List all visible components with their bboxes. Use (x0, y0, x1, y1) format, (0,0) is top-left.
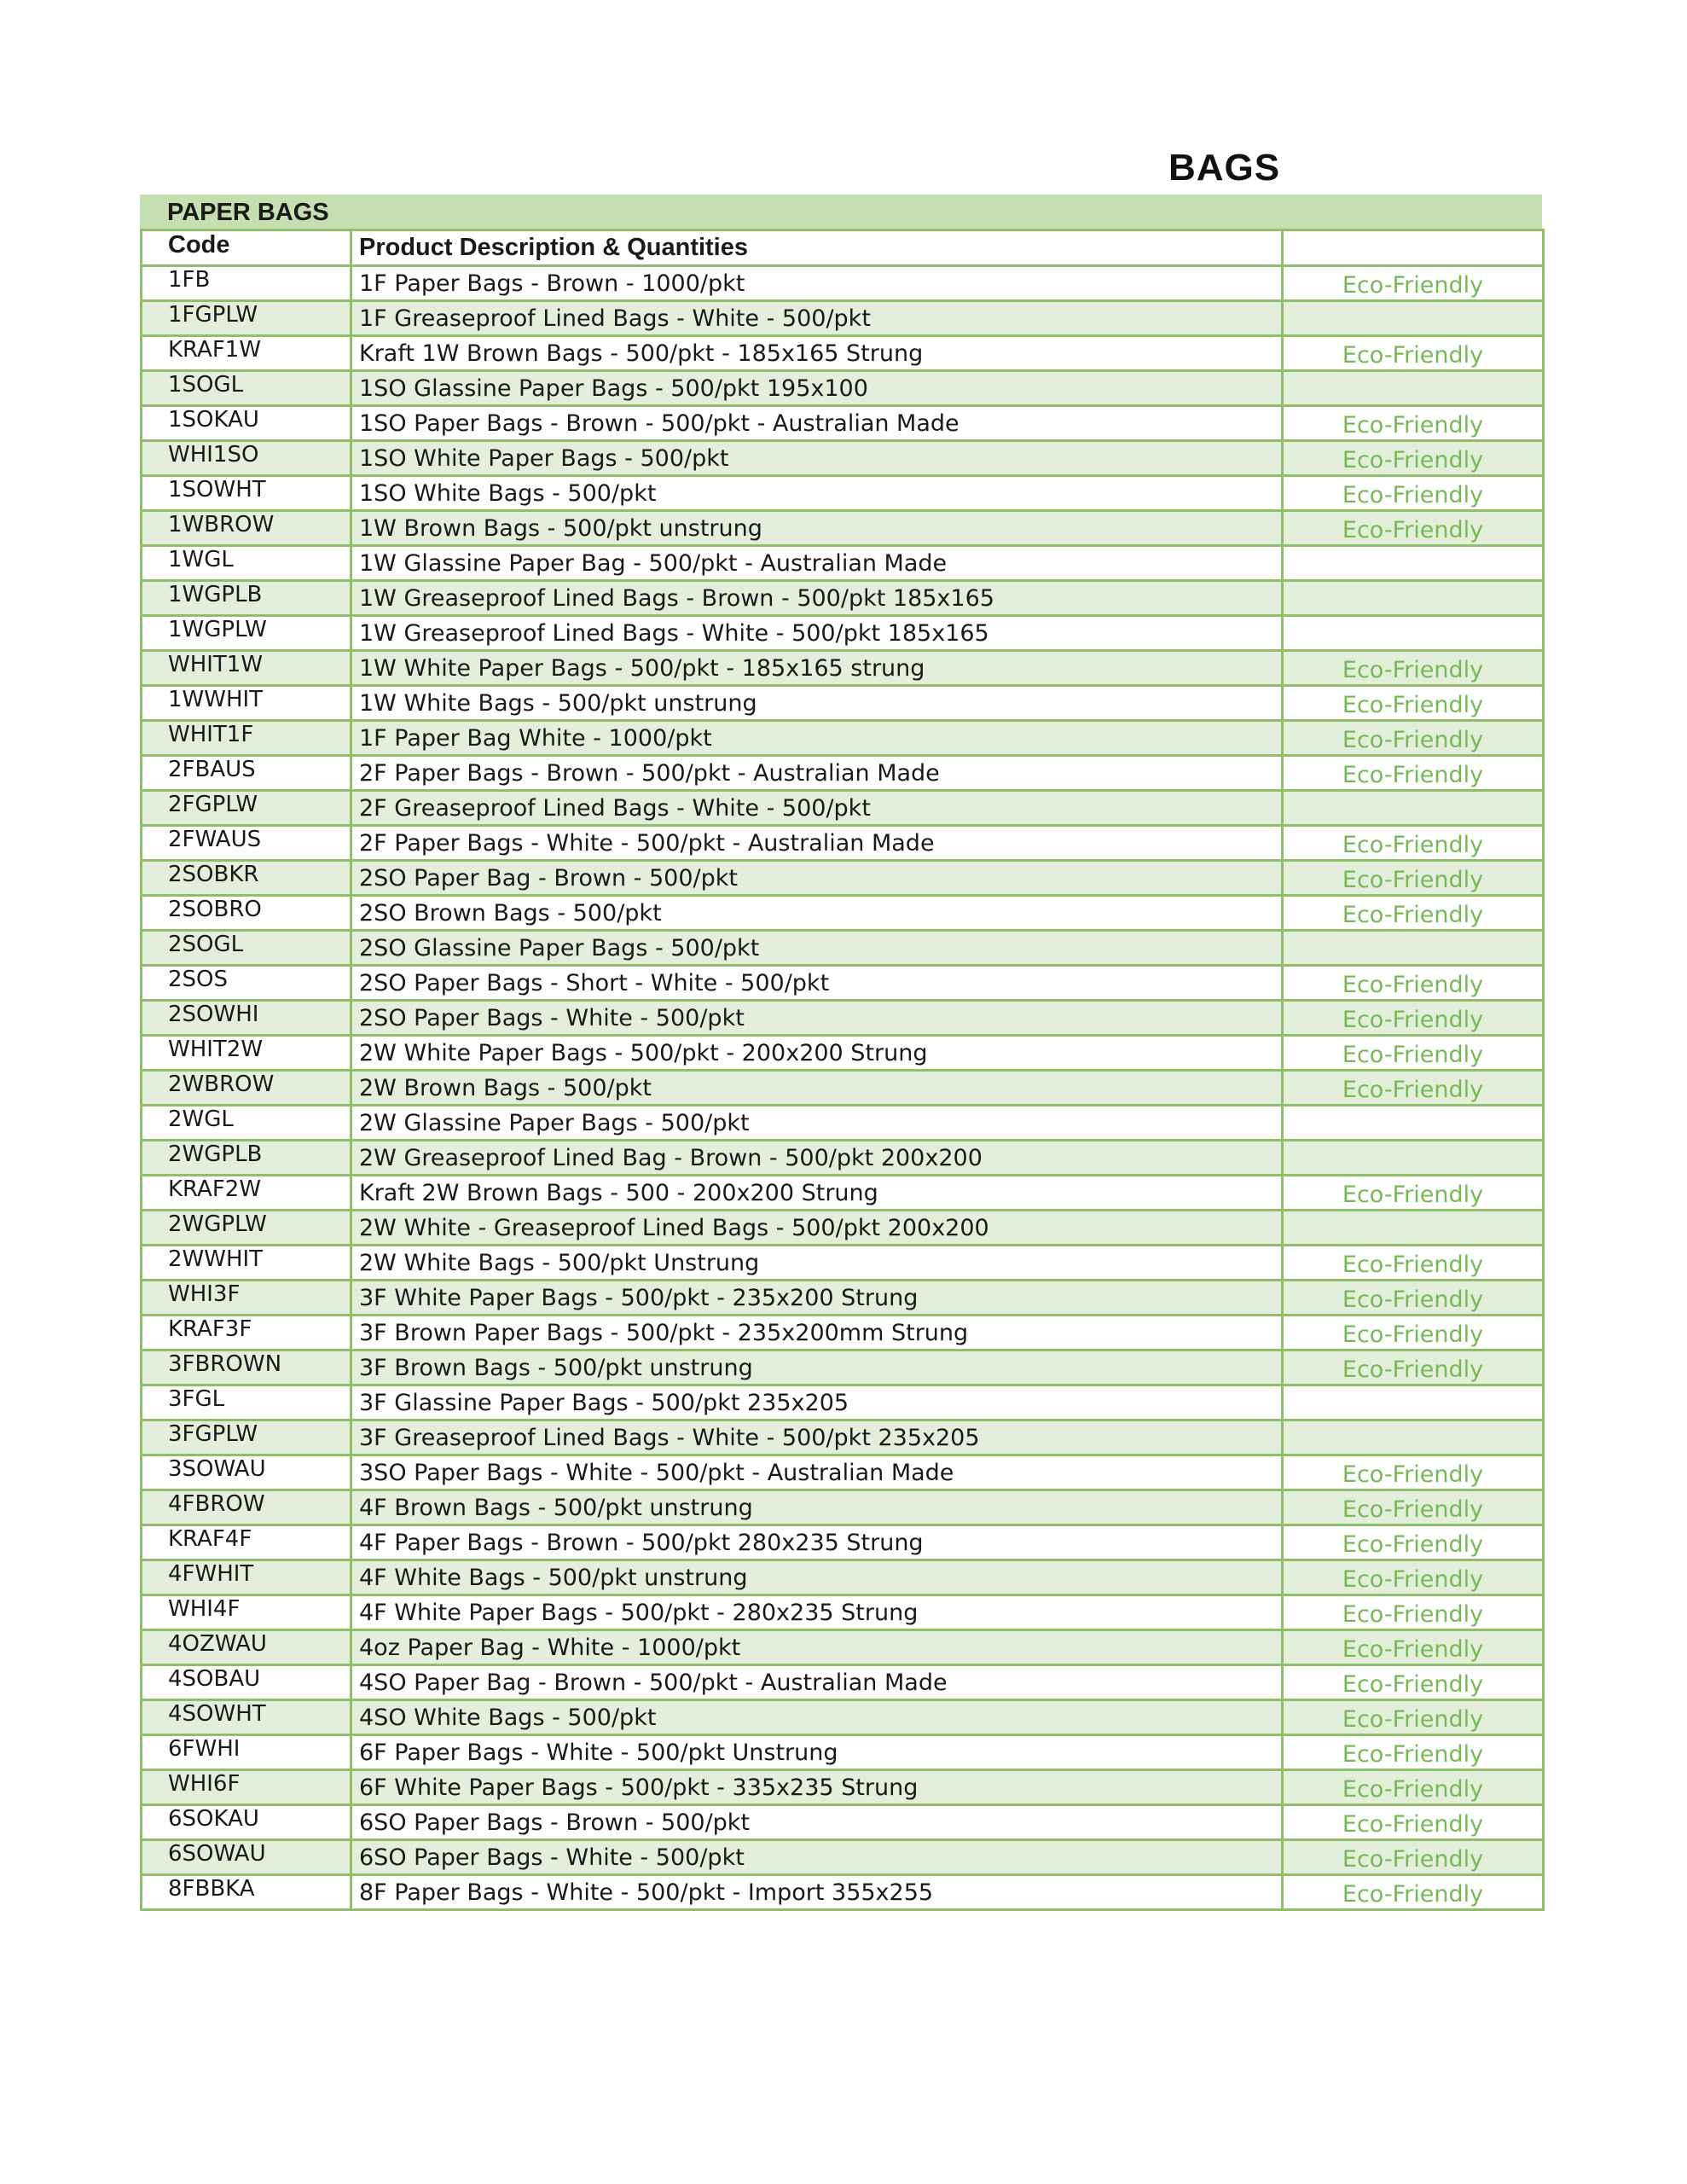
product-code: 2FWAUS (142, 826, 351, 861)
product-code: 3FGPLW (142, 1420, 351, 1455)
table-row (142, 546, 1544, 581)
product-code: 3FBROWN (142, 1350, 351, 1385)
product-code: KRAF2W (142, 1176, 351, 1211)
product-code: 2WGPLW (142, 1211, 351, 1246)
product-description: 4SO White Bags - 500/pkt (351, 1700, 1283, 1735)
table-row (142, 301, 1544, 336)
product-description: 2SO Paper Bags - Short - White - 500/pkt (351, 966, 1283, 1001)
eco-friendly-label: Eco-Friendly (1283, 266, 1544, 301)
product-description: 2F Greaseproof Lined Bags - White - 500/pkt (351, 791, 1283, 826)
product-code: 6SOWAU (142, 1840, 351, 1875)
product-code: 2SOBKR (142, 861, 351, 896)
table-row (142, 1281, 1544, 1316)
eco-friendly-label (1283, 1385, 1544, 1420)
product-code: 1WWHIT (142, 686, 351, 721)
product-description: 1W Greaseproof Lined Bags - Brown - 500/pkt 185x165 (351, 581, 1283, 616)
eco-friendly-label: Eco-Friendly (1283, 1455, 1544, 1490)
eco-friendly-label: Eco-Friendly (1283, 1595, 1544, 1630)
product-description: 2W Brown Bags - 500/pkt (351, 1071, 1283, 1106)
product-description: 8F Paper Bags - White - 500/pkt - Import 355x255 (351, 1875, 1283, 1910)
product-description: 1F Paper Bags - Brown - 1000/pkt (351, 266, 1283, 301)
product-description: 3F Brown Paper Bags - 500/pkt - 235x200mm Strung (351, 1316, 1283, 1350)
product-code: 4FBROW (142, 1490, 351, 1525)
product-description: 1SO Paper Bags - Brown - 500/pkt - Australian Made (351, 406, 1283, 441)
eco-friendly-label (1283, 931, 1544, 966)
table-row (142, 1490, 1544, 1525)
table-row (142, 1141, 1544, 1176)
eco-friendly-label: Eco-Friendly (1283, 1246, 1544, 1281)
eco-friendly-label: Eco-Friendly (1283, 1735, 1544, 1770)
table-row (142, 1805, 1544, 1840)
eco-friendly-label: Eco-Friendly (1283, 721, 1544, 756)
eco-friendly-label (1283, 371, 1544, 406)
eco-friendly-label: Eco-Friendly (1283, 336, 1544, 371)
product-code: 1WBROW (142, 511, 351, 546)
table-row (142, 1176, 1544, 1211)
eco-friendly-label: Eco-Friendly (1283, 1490, 1544, 1525)
eco-friendly-label: Eco-Friendly (1283, 406, 1544, 441)
product-code: 6SOKAU (142, 1805, 351, 1840)
product-code: 8FBBKA (142, 1875, 351, 1910)
product-code: WHI1SO (142, 441, 351, 476)
product-description: 2W Greaseproof Lined Bag - Brown - 500/pkt 200x200 (351, 1141, 1283, 1176)
product-description: 1W White Paper Bags - 500/pkt - 185x165 strung (351, 651, 1283, 686)
product-code: 2WGPLB (142, 1141, 351, 1176)
table-row (142, 1420, 1544, 1455)
table-row (142, 791, 1544, 826)
product-description: 2F Paper Bags - Brown - 500/pkt - Australian Made (351, 756, 1283, 791)
table-row (142, 581, 1544, 616)
product-code: 3SOWAU (142, 1455, 351, 1490)
product-description: 3F White Paper Bags - 500/pkt - 235x200 Strung (351, 1281, 1283, 1316)
product-code: KRAF3F (142, 1316, 351, 1350)
eco-friendly-label (1283, 616, 1544, 651)
eco-friendly-label (1283, 1141, 1544, 1176)
table-row (142, 266, 1544, 301)
product-code: WHIT1F (142, 721, 351, 756)
eco-friendly-label (1283, 1106, 1544, 1141)
table-row (142, 686, 1544, 721)
product-description: 4F Brown Bags - 500/pkt unstrung (351, 1490, 1283, 1525)
eco-friendly-label (1283, 301, 1544, 336)
table-row (142, 1246, 1544, 1281)
product-code: 2WBROW (142, 1071, 351, 1106)
table-row (142, 441, 1544, 476)
product-description: 1W Greaseproof Lined Bags - White - 500/pkt 185x165 (351, 616, 1283, 651)
product-description: Kraft 2W Brown Bags - 500 - 200x200 Strung (351, 1176, 1283, 1211)
eco-friendly-label (1283, 791, 1544, 826)
table-row (142, 511, 1544, 546)
product-code: 1SOKAU (142, 406, 351, 441)
section-title: PAPER BAGS (140, 195, 1542, 229)
product-description: 3F Greaseproof Lined Bags - White - 500/pkt 235x205 (351, 1420, 1283, 1455)
product-description: 4F White Bags - 500/pkt unstrung (351, 1560, 1283, 1595)
table-row (142, 476, 1544, 511)
eco-friendly-label (1283, 546, 1544, 581)
eco-friendly-label: Eco-Friendly (1283, 476, 1544, 511)
table-row (142, 406, 1544, 441)
table-row (142, 1211, 1544, 1246)
table-row (142, 1875, 1544, 1910)
table-row (142, 756, 1544, 791)
table-row (142, 1700, 1544, 1735)
table-row (142, 1455, 1544, 1490)
eco-friendly-label: Eco-Friendly (1283, 1525, 1544, 1560)
product-code: KRAF1W (142, 336, 351, 371)
table-row (142, 616, 1544, 651)
product-code: 2SOWHI (142, 1001, 351, 1036)
eco-friendly-label: Eco-Friendly (1283, 441, 1544, 476)
eco-friendly-label: Eco-Friendly (1283, 1840, 1544, 1875)
eco-friendly-label: Eco-Friendly (1283, 1805, 1544, 1840)
product-description: 4SO Paper Bag - Brown - 500/pkt - Australian Made (351, 1665, 1283, 1700)
eco-friendly-label: Eco-Friendly (1283, 1770, 1544, 1805)
eco-friendly-label: Eco-Friendly (1283, 1071, 1544, 1106)
table-row (142, 721, 1544, 756)
table-row (142, 651, 1544, 686)
eco-friendly-label: Eco-Friendly (1283, 1281, 1544, 1316)
eco-friendly-label: Eco-Friendly (1283, 1001, 1544, 1036)
table-row (142, 1560, 1544, 1595)
product-description: 2F Paper Bags - White - 500/pkt - Australian Made (351, 826, 1283, 861)
table-row (142, 826, 1544, 861)
table-row (142, 1385, 1544, 1420)
product-code: 3FGL (142, 1385, 351, 1420)
product-description: 6F Paper Bags - White - 500/pkt Unstrung (351, 1735, 1283, 1770)
table-row (142, 1525, 1544, 1560)
eco-friendly-label: Eco-Friendly (1283, 1176, 1544, 1211)
table-row (142, 1316, 1544, 1350)
paper-bags-table (140, 195, 1542, 1911)
eco-friendly-label (1283, 581, 1544, 616)
eco-friendly-label: Eco-Friendly (1283, 511, 1544, 546)
product-code: 2SOGL (142, 931, 351, 966)
table-row (142, 371, 1544, 406)
product-description: 1W Brown Bags - 500/pkt unstrung (351, 511, 1283, 546)
column-header-description: Product Description & Quantities (351, 230, 1283, 266)
eco-friendly-label: Eco-Friendly (1283, 756, 1544, 791)
column-header-code: Code (142, 230, 351, 266)
product-description: 2SO Paper Bag - Brown - 500/pkt (351, 861, 1283, 896)
product-description: 6SO Paper Bags - White - 500/pkt (351, 1840, 1283, 1875)
product-description: 1F Greaseproof Lined Bags - White - 500/pkt (351, 301, 1283, 336)
eco-friendly-label (1283, 1211, 1544, 1246)
eco-friendly-label: Eco-Friendly (1283, 1036, 1544, 1071)
product-description: 6SO Paper Bags - Brown - 500/pkt (351, 1805, 1283, 1840)
table-row (142, 1036, 1544, 1071)
product-code: 4FWHIT (142, 1560, 351, 1595)
product-description: 4oz Paper Bag - White - 1000/pkt (351, 1630, 1283, 1665)
table-row (142, 1770, 1544, 1805)
product-description: 2W White - Greaseproof Lined Bags - 500/pkt 200x200 (351, 1211, 1283, 1246)
product-table (140, 229, 1545, 1911)
page-title: BAGS (1168, 147, 1281, 189)
product-description: 4F Paper Bags - Brown - 500/pkt 280x235 Strung (351, 1525, 1283, 1560)
eco-friendly-label: Eco-Friendly (1283, 896, 1544, 931)
product-description: 1SO White Bags - 500/pkt (351, 476, 1283, 511)
table-row (142, 1665, 1544, 1700)
product-code: 4SOBAU (142, 1665, 351, 1700)
eco-friendly-label: Eco-Friendly (1283, 1665, 1544, 1700)
table-row (142, 1071, 1544, 1106)
product-code: KRAF4F (142, 1525, 351, 1560)
product-description: 3F Brown Bags - 500/pkt unstrung (351, 1350, 1283, 1385)
product-code: WHIT2W (142, 1036, 351, 1071)
product-description: 4F White Paper Bags - 500/pkt - 280x235 Strung (351, 1595, 1283, 1630)
eco-friendly-label: Eco-Friendly (1283, 686, 1544, 721)
product-code: WHIT1W (142, 651, 351, 686)
eco-friendly-label: Eco-Friendly (1283, 1630, 1544, 1665)
table-row (142, 1350, 1544, 1385)
product-code: 1WGPLB (142, 581, 351, 616)
product-description: Kraft 1W Brown Bags - 500/pkt - 185x165 Strung (351, 336, 1283, 371)
product-description: 6F White Paper Bags - 500/pkt - 335x235 Strung (351, 1770, 1283, 1805)
table-row (142, 1106, 1544, 1141)
eco-friendly-label: Eco-Friendly (1283, 651, 1544, 686)
product-description: 2W White Paper Bags - 500/pkt - 200x200 Strung (351, 1036, 1283, 1071)
eco-friendly-label: Eco-Friendly (1283, 1560, 1544, 1595)
product-code: 1FGPLW (142, 301, 351, 336)
product-description: 1W Glassine Paper Bag - 500/pkt - Australian Made (351, 546, 1283, 581)
product-description: 2SO Glassine Paper Bags - 500/pkt (351, 931, 1283, 966)
product-description: 3SO Paper Bags - White - 500/pkt - Australian Made (351, 1455, 1283, 1490)
table-row (142, 336, 1544, 371)
product-code: 2WWHIT (142, 1246, 351, 1281)
product-code: 1FB (142, 266, 351, 301)
eco-friendly-label: Eco-Friendly (1283, 826, 1544, 861)
table-row (142, 1630, 1544, 1665)
eco-friendly-label: Eco-Friendly (1283, 1700, 1544, 1735)
product-code: WHI6F (142, 1770, 351, 1805)
product-code: 1SOGL (142, 371, 351, 406)
product-description: 1SO Glassine Paper Bags - 500/pkt 195x100 (351, 371, 1283, 406)
table-row (142, 966, 1544, 1001)
column-header-row (142, 230, 1544, 266)
product-code: 2SOBRO (142, 896, 351, 931)
product-description: 2W Glassine Paper Bags - 500/pkt (351, 1106, 1283, 1141)
product-code: WHI4F (142, 1595, 351, 1630)
product-code: 4OZWAU (142, 1630, 351, 1665)
eco-friendly-label: Eco-Friendly (1283, 861, 1544, 896)
eco-friendly-label: Eco-Friendly (1283, 966, 1544, 1001)
product-code: 2WGL (142, 1106, 351, 1141)
table-row (142, 896, 1544, 931)
table-row (142, 861, 1544, 896)
eco-friendly-label: Eco-Friendly (1283, 1350, 1544, 1385)
eco-friendly-label: Eco-Friendly (1283, 1316, 1544, 1350)
product-code: 1WGL (142, 546, 351, 581)
product-description: 1F Paper Bag White - 1000/pkt (351, 721, 1283, 756)
product-code: 1WGPLW (142, 616, 351, 651)
product-description: 2W White Bags - 500/pkt Unstrung (351, 1246, 1283, 1281)
eco-friendly-label: Eco-Friendly (1283, 1875, 1544, 1910)
product-description: 2SO Paper Bags - White - 500/pkt (351, 1001, 1283, 1036)
table-row (142, 1001, 1544, 1036)
column-header-eco (1283, 230, 1544, 266)
product-description: 1SO White Paper Bags - 500/pkt (351, 441, 1283, 476)
table-row (142, 1735, 1544, 1770)
table-row (142, 931, 1544, 966)
eco-friendly-label (1283, 1420, 1544, 1455)
product-code: 4SOWHT (142, 1700, 351, 1735)
product-code: WHI3F (142, 1281, 351, 1316)
product-code: 2FBAUS (142, 756, 351, 791)
product-description: 3F Glassine Paper Bags - 500/pkt 235x205 (351, 1385, 1283, 1420)
product-code: 6FWHI (142, 1735, 351, 1770)
product-description: 1W White Bags - 500/pkt unstrung (351, 686, 1283, 721)
product-description: 2SO Brown Bags - 500/pkt (351, 896, 1283, 931)
product-code: 1SOWHT (142, 476, 351, 511)
table-row (142, 1840, 1544, 1875)
product-code: 2SOS (142, 966, 351, 1001)
table-row (142, 1595, 1544, 1630)
product-code: 2FGPLW (142, 791, 351, 826)
